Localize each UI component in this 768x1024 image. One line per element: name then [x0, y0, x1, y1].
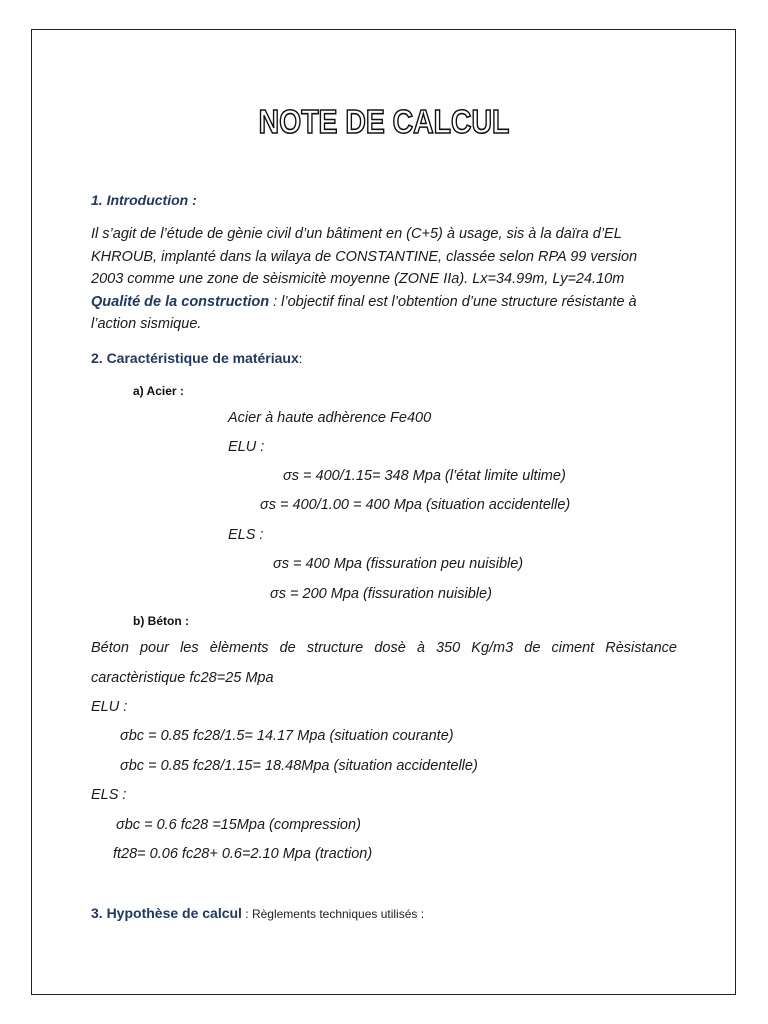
beton-elu-label: ELU :	[91, 699, 128, 715]
intro-line-4	[91, 291, 671, 314]
acier-els-1: σs = 400 Mpa (fissuration peu nuisible)	[273, 556, 524, 572]
acier-els-label: ELS :	[228, 527, 264, 543]
acier-line-1: Acier à haute adhèrence Fe400	[228, 410, 432, 426]
beton-line-1: Béton pour les èlèments de structure dosè à 350 Kg/m3 de ciment Rèsistance	[91, 640, 677, 656]
hypothesis-heading-tail: : Règlements techniques utilisés :	[241, 907, 425, 921]
intro-line-5: l’action sismique.	[91, 316, 202, 332]
beton-els-2: ft28= 0.06 fc28+ 0.6=2.10 Mpa (traction)	[113, 846, 373, 862]
materials-heading-text: 2. Caractéristique de matériaux	[91, 350, 299, 366]
acier-elu-label: ELU :	[228, 439, 265, 455]
beton-elu-1: σbc = 0.85 fc28/1.5= 14.17 Mpa (situation courante)	[120, 728, 454, 744]
beton-elu-2: σbc = 0.85 fc28/1.15= 18.48Mpa (situation accidentelle)	[120, 758, 478, 774]
acier-elu-1: σs = 400/1.15= 348 Mpa (l’état limite ultime)	[283, 468, 566, 484]
hypothesis-heading-text: 3. Hypothèse de calcul	[91, 905, 242, 921]
document-title: NOTE DE CALCUL	[258, 103, 510, 140]
acier-els-2: σs = 200 Mpa (fissuration nuisible)	[270, 586, 492, 602]
introduction-paragraph	[91, 223, 671, 336]
acier-elu-2: σs = 400/1.00 = 400 Mpa (situation accidentelle)	[260, 497, 571, 513]
acier-label: a) Acier :	[133, 384, 184, 398]
beton-els-1: σbc = 0.6 fc28 =15Mpa (compression)	[116, 817, 361, 833]
quality-label: Qualité de la construction	[91, 293, 270, 310]
intro-line-3: 2003 comme une zone de sèismicitè moyenne (ZONE IIa). Lx=34.99m, Ly=24.10m	[91, 271, 625, 287]
beton-label: b) Béton :	[133, 614, 189, 628]
beton-els-label: ELS :	[91, 787, 127, 803]
materials-heading-colon: :	[298, 351, 303, 366]
beton-line-2: caractèristique fc28=25 Mpa	[91, 670, 274, 686]
section-materials-heading	[91, 350, 302, 366]
section-introduction-heading: 1. Introduction :	[91, 192, 197, 208]
intro-line-1: Il s’agit de l’étude de gènie civil d’un bâtiment en (C+5) à usage, sis à la daïra d’EL	[91, 226, 622, 242]
quality-text: : l’objectif final est l’obtention d’une structure résistante à	[269, 293, 637, 310]
intro-line-2: KHROUB, implanté dans la wilaya de CONSTANTINE, classée selon RPA 99 version	[91, 248, 638, 265]
section-hypothesis-heading	[91, 905, 424, 921]
